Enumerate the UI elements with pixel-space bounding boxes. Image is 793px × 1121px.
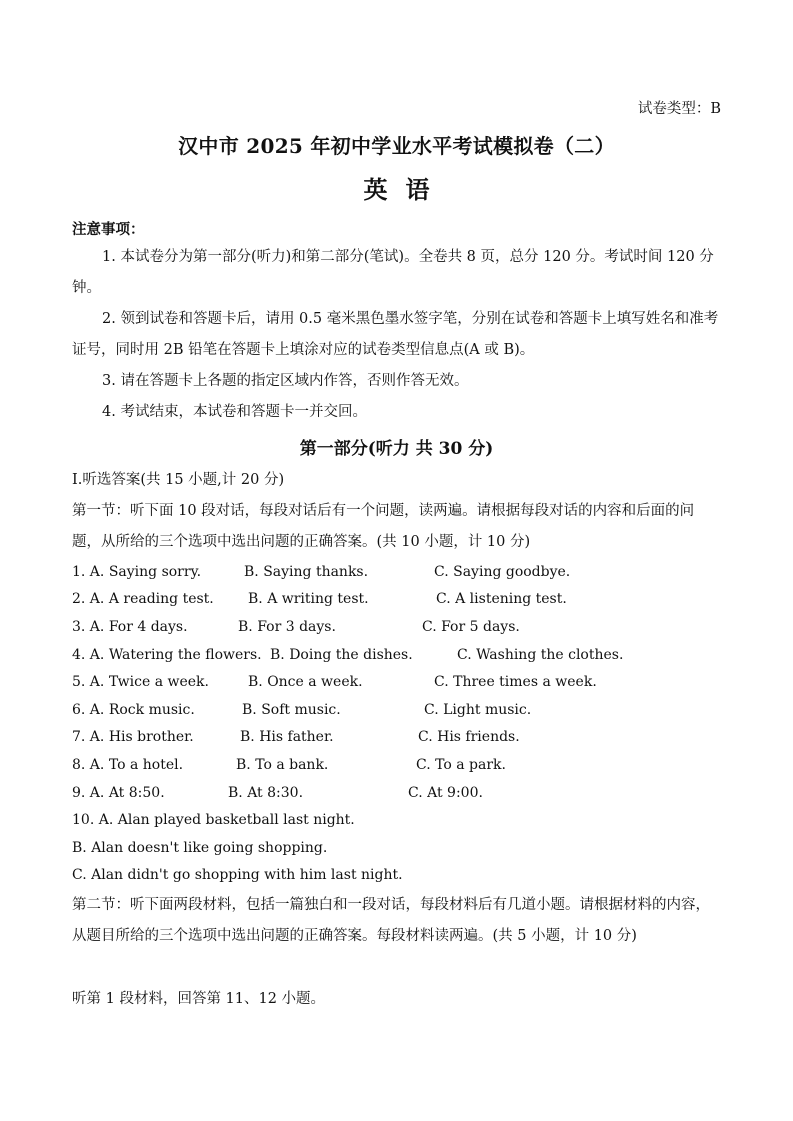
question-10-b: B. Alan doesn't like going shopping. bbox=[72, 840, 328, 856]
exam-title: 汉中市 2025 年初中学业水平考试模拟卷（二） bbox=[178, 134, 615, 158]
option-a: 3. A. For 4 days. bbox=[72, 619, 188, 635]
option-b: B. For 3 days. bbox=[238, 619, 336, 635]
subject-title: 英语 bbox=[363, 175, 448, 204]
section-one-instruction: 第一节：听下面 10 段对话，每段对话后有一个问题，读两遍。请根据每段对话的内容和后面的问题，从所给的三个选项中选出问题的正确答案。(共 10 小题，计 10 分) bbox=[72, 503, 695, 550]
paper-type-label: 试卷类型：B bbox=[637, 101, 721, 117]
question-10-a: 10. A. Alan played basketball last night. bbox=[72, 812, 355, 828]
option-c: C. A listening test. bbox=[436, 591, 567, 607]
section-heading: Ⅰ.听选答案(共 15 小题,计 20 分) bbox=[72, 472, 285, 488]
option-c: C. For 5 days. bbox=[422, 619, 520, 635]
notice-item-3: 3. 请在答题卡上各题的指定区域内作答，否则作答无效。 bbox=[102, 373, 469, 389]
option-a: 6. A. Rock music. bbox=[72, 702, 195, 718]
option-b: B. Once a week. bbox=[248, 674, 363, 690]
notice-item-1: 1. 本试卷分为第一部分(听力)和第二部分(笔试)。全卷共 8 页，总分 120 分。考试时间 120 分钟。 bbox=[72, 249, 714, 296]
notice-item-2: 2. 领到试卷和答题卡后，请用 0.5 毫米黑色墨水签字笔，分别在试卷和答题卡上填写姓名和准考证号，同时用 2B 铅笔在答题卡上填涂对应的试卷类型信息点(A 或 B)。 bbox=[72, 311, 719, 358]
option-b: B. Doing the dishes. bbox=[270, 647, 413, 663]
option-a: 2. A. A reading test. bbox=[72, 591, 214, 607]
option-a: 9. A. At 8:50. bbox=[72, 785, 165, 801]
option-c: C. His friends. bbox=[418, 729, 520, 745]
option-c: C. Washing the clothes. bbox=[457, 647, 624, 663]
option-c: C. Light music. bbox=[424, 702, 532, 718]
option-b: B. To a bank. bbox=[236, 757, 329, 773]
option-a: 5. A. Twice a week. bbox=[72, 674, 209, 690]
material-1-prompt: 听第 1 段材料，回答第 11、12 小题。 bbox=[72, 991, 326, 1007]
option-c: C. Saying goodbye. bbox=[434, 564, 571, 580]
option-c: C. At 9:00. bbox=[408, 785, 483, 801]
option-c: C. To a park. bbox=[416, 757, 506, 773]
option-a: 1. A. Saying sorry. bbox=[72, 564, 202, 580]
part-one-title: 第一部分(听力 共 30 分) bbox=[299, 439, 494, 459]
option-b: B. Saying thanks. bbox=[244, 564, 369, 580]
question-10-c: C. Alan didn't go shopping with him last night. bbox=[72, 867, 403, 883]
option-b: B. At 8:30. bbox=[228, 785, 304, 801]
option-b: B. Soft music. bbox=[242, 702, 341, 718]
option-a: 4. A. Watering the flowers. bbox=[72, 647, 262, 663]
option-c: C. Three times a week. bbox=[434, 674, 597, 690]
notice-item-4: 4. 考试结束，本试卷和答题卡一并交回。 bbox=[102, 404, 367, 420]
option-b: B. A writing test. bbox=[248, 591, 369, 607]
option-a: 8. A. To a hotel. bbox=[72, 757, 184, 773]
notice-heading: 注意事项： bbox=[72, 221, 145, 238]
option-a: 7. A. His brother. bbox=[72, 729, 194, 745]
option-b: B. His father. bbox=[240, 729, 334, 745]
section-two-instruction: 第二节：听下面两段材料，包括一篇独白和一段对话，每段材料后有几道小题。请根据材料的内容，从题目所给的三个选项中选出问题的正确答案。每段材料读两遍。(共 5 小题，计 10 分) bbox=[72, 897, 710, 944]
